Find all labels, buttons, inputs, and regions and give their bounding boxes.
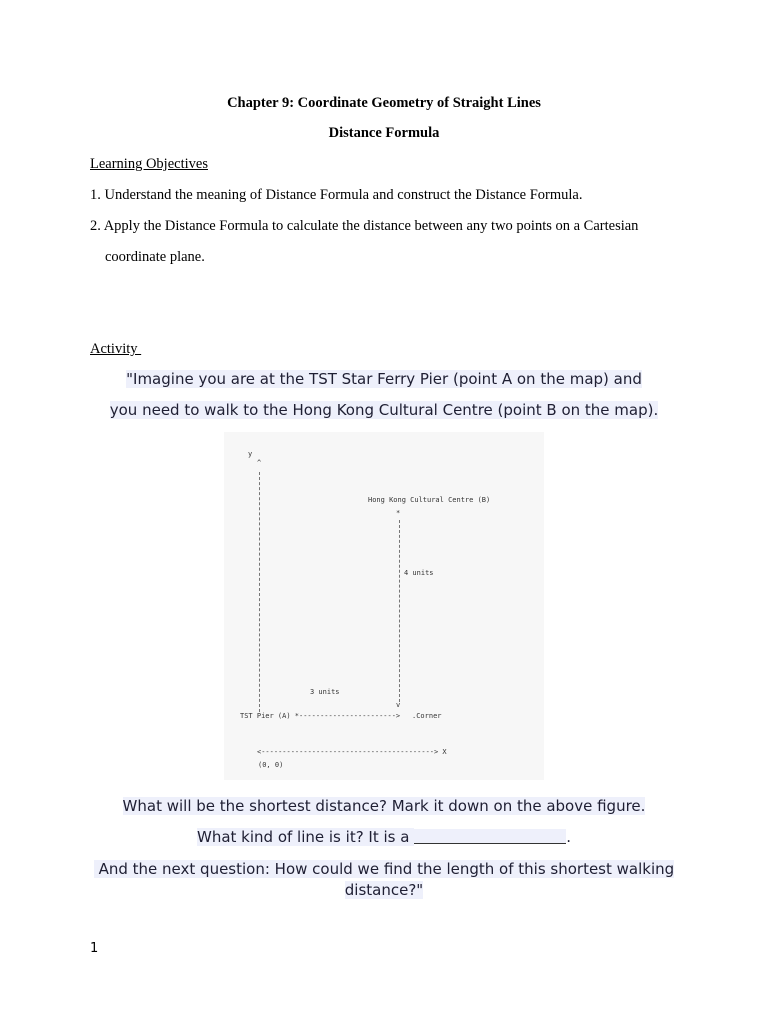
activity-quote-line2 <box>0 401 768 419</box>
vertical-distance-label: 4 units <box>404 569 434 577</box>
question-3-line1-text: And the next question: How could we find the length of this shortest walking <box>93 860 675 878</box>
point-b-label: Hong Kong Cultural Centre (B) <box>368 496 491 504</box>
question-2-suffix: . <box>566 828 571 846</box>
activity-heading: Activity <box>90 341 142 357</box>
horizontal-distance-label: 3 units <box>310 688 340 696</box>
question-2 <box>0 828 768 846</box>
chapter-title: Chapter 9: Coordinate Geometry of Straight Lines <box>227 95 541 111</box>
question-3-line2 <box>0 881 768 899</box>
point-a-label: TST Pier (A) *-----------------------> <box>240 712 401 720</box>
quote-line2-text: you need to walk to the Hong Kong Cultural Centre (point B on the map). <box>109 401 659 419</box>
activity-quote-line1 <box>0 370 768 388</box>
down-arrow: v <box>396 701 401 709</box>
question-1-text: What will be the shortest distance? Mark it down on the above figure. <box>122 797 646 815</box>
y-axis-label: y <box>248 450 253 458</box>
answer-blank[interactable] <box>414 829 566 844</box>
quote-line1-text: "Imagine you are at the TST Star Ferry Pier (point A on the map) and <box>126 370 642 388</box>
x-axis-line: <-----------------------------------------> X <box>257 748 447 756</box>
y-axis-arrow: ^ <box>257 459 262 467</box>
question-3-line2-text: distance?" <box>344 881 424 899</box>
y-axis-line <box>259 472 260 712</box>
question-2-prefix: What kind of line is it? It is a <box>197 828 415 846</box>
map-figure <box>224 432 544 780</box>
page-number: 1 <box>90 941 99 956</box>
origin-label: (0, 0) <box>258 761 284 769</box>
objective-1: 1. Understand the meaning of Distance Formula and construct the Distance Formula. <box>90 187 583 203</box>
objective-2-line1: 2. Apply the Distance Formula to calculate the distance between any two points on a Cartesian <box>90 218 639 234</box>
objective-2-line2: coordinate plane. <box>105 249 205 265</box>
corner-label: .Corner <box>412 712 442 720</box>
point-b-mark: * <box>396 509 401 517</box>
question-1 <box>0 797 768 815</box>
objectives-heading: Learning Objectives <box>90 156 208 172</box>
question-3-line1 <box>0 860 768 878</box>
vertical-path-line <box>399 520 400 702</box>
section-subtitle: Distance Formula <box>328 125 440 141</box>
